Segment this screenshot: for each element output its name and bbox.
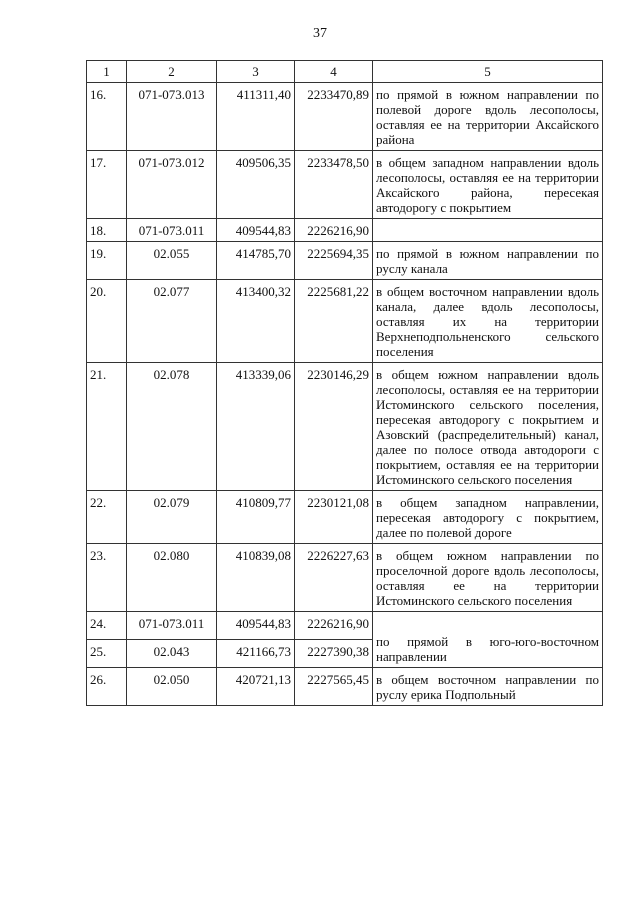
table-row bbox=[87, 668, 603, 706]
table-row bbox=[87, 544, 603, 612]
coord-y: 2226216,90 bbox=[295, 612, 373, 640]
table-row bbox=[87, 83, 603, 151]
header-col-4: 4 bbox=[295, 61, 373, 83]
boundary-description: в общем южном направлении по проселочной дороге вдоль лесополосы, оставляя ее на территории Истоминского сельского поселения bbox=[373, 544, 603, 612]
coord-y: 2225694,35 bbox=[295, 242, 373, 280]
coord-x: 413400,32 bbox=[217, 280, 295, 363]
row-number: 21. bbox=[87, 363, 127, 491]
table-row bbox=[87, 280, 603, 363]
header-col-5: 5 bbox=[373, 61, 603, 83]
point-id: 02.043 bbox=[127, 640, 217, 668]
point-id: 02.080 bbox=[127, 544, 217, 612]
table-header-row bbox=[87, 61, 603, 83]
coord-y: 2230121,08 bbox=[295, 491, 373, 544]
coord-x: 410839,08 bbox=[217, 544, 295, 612]
coord-x: 420721,13 bbox=[217, 668, 295, 706]
point-id: 02.050 bbox=[127, 668, 217, 706]
row-number: 16. bbox=[87, 83, 127, 151]
coord-x: 409544,83 bbox=[217, 219, 295, 242]
row-number: 17. bbox=[87, 151, 127, 219]
boundary-description: в общем восточном направлении вдоль канала, далее вдоль лесополосы, оставляя их на территории Верхнеподпольненского сельского поселения bbox=[373, 280, 603, 363]
point-id: 02.077 bbox=[127, 280, 217, 363]
coord-y: 2225681,22 bbox=[295, 280, 373, 363]
coord-x: 409506,35 bbox=[217, 151, 295, 219]
boundary-description: по прямой в южном направлении по полевой дороге вдоль лесополосы, оставляя ее на территории Аксайского района bbox=[373, 83, 603, 151]
boundary-description: в общем западном направлении, пересекая автодорогу с покрытием, далее по полевой дороге bbox=[373, 491, 603, 544]
row-number: 18. bbox=[87, 219, 127, 242]
row-number: 25. bbox=[87, 640, 127, 668]
table-row bbox=[87, 363, 603, 491]
row-number: 26. bbox=[87, 668, 127, 706]
row-number: 24. bbox=[87, 612, 127, 640]
boundary-description: в общем восточном направлении по руслу ерика Подпольный bbox=[373, 668, 603, 706]
table-row bbox=[87, 491, 603, 544]
coord-x: 411311,40 bbox=[217, 83, 295, 151]
point-id: 071-073.011 bbox=[127, 612, 217, 640]
point-id: 071-073.013 bbox=[127, 83, 217, 151]
coord-x: 414785,70 bbox=[217, 242, 295, 280]
boundary-table bbox=[86, 60, 603, 706]
table-row bbox=[87, 612, 603, 640]
boundary-description: по прямой в южном направлении по руслу канала bbox=[373, 242, 603, 280]
coord-y: 2227390,38 bbox=[295, 640, 373, 668]
row-number: 20. bbox=[87, 280, 127, 363]
coord-x: 413339,06 bbox=[217, 363, 295, 491]
coord-y: 2226216,90 bbox=[295, 219, 373, 242]
coord-x: 421166,73 bbox=[217, 640, 295, 668]
boundary-description: по прямой в юго-юго-восточном направлении bbox=[373, 612, 603, 668]
coord-x: 410809,77 bbox=[217, 491, 295, 544]
coord-y: 2233478,50 bbox=[295, 151, 373, 219]
table-row bbox=[87, 151, 603, 219]
coord-y: 2227565,45 bbox=[295, 668, 373, 706]
coord-y: 2226227,63 bbox=[295, 544, 373, 612]
point-id: 071-073.011 bbox=[127, 219, 217, 242]
point-id: 02.079 bbox=[127, 491, 217, 544]
boundary-description: в общем южном направлении вдоль лесополосы, оставляя ее на территории Истоминского сельского поселения, пересекая автодорогу с покрытием и Азовский (распределительный) канал, далее по полосе отвода автодороги с покрытием, оставляя ее на территории Истоминского сельского поселения bbox=[373, 363, 603, 491]
coord-y: 2230146,29 bbox=[295, 363, 373, 491]
header-col-3: 3 bbox=[217, 61, 295, 83]
row-number: 22. bbox=[87, 491, 127, 544]
point-id: 02.078 bbox=[127, 363, 217, 491]
row-number: 19. bbox=[87, 242, 127, 280]
table-row bbox=[87, 242, 603, 280]
point-id: 071-073.012 bbox=[127, 151, 217, 219]
point-id: 02.055 bbox=[127, 242, 217, 280]
coord-y: 2233470,89 bbox=[295, 83, 373, 151]
page-number: 37 bbox=[313, 26, 327, 41]
boundary-description: в общем западном направлении вдоль лесополосы, оставляя ее на территории Аксайского района, пересекая автодорогу с покрытием bbox=[373, 151, 603, 219]
coord-x: 409544,83 bbox=[217, 612, 295, 640]
header-col-2: 2 bbox=[127, 61, 217, 83]
header-col-1: 1 bbox=[87, 61, 127, 83]
row-number: 23. bbox=[87, 544, 127, 612]
boundary-description bbox=[373, 219, 603, 242]
table-row bbox=[87, 219, 603, 242]
